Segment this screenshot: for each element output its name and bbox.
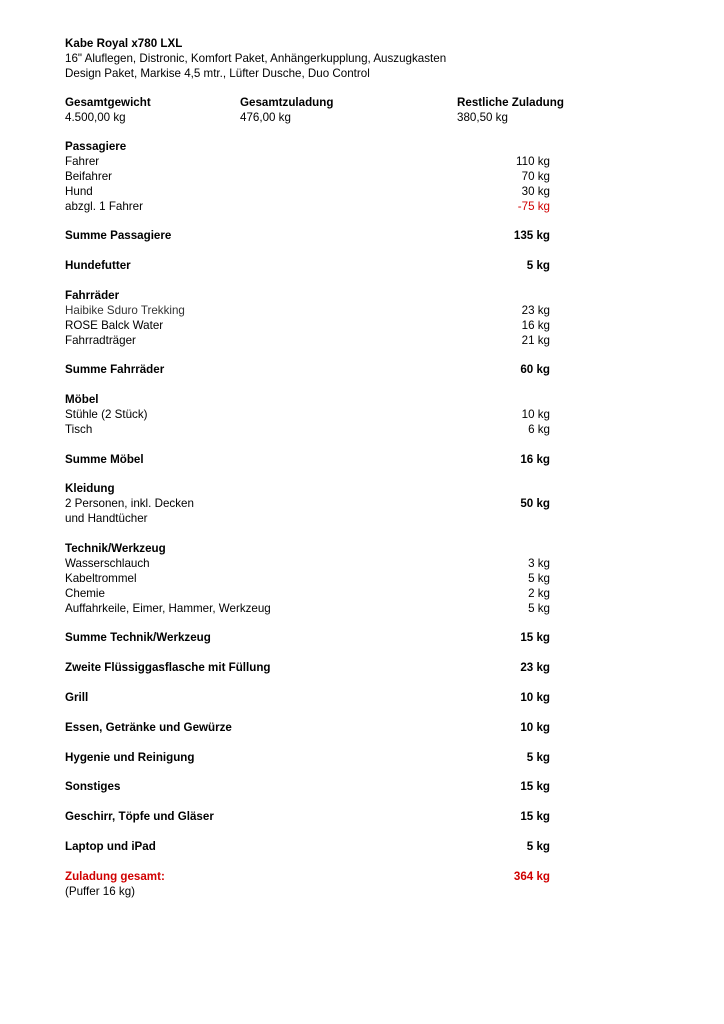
- sum-label: Summe Fahrräder: [65, 363, 165, 377]
- equipment-line-2: Design Paket, Markise 4,5 mtr., Lüfter Dusche, Duo Control: [65, 67, 370, 80]
- item-label: Tisch: [65, 422, 93, 436]
- row-value: 10 kg: [520, 690, 550, 704]
- row-sonstiges: [65, 780, 550, 795]
- item-value: 21 kg: [521, 333, 550, 347]
- row-hundefutter: [65, 259, 550, 274]
- list-item: [65, 319, 550, 334]
- sum-row-technik: [65, 631, 550, 646]
- total-label: Zuladung gesamt:: [65, 869, 165, 883]
- list-item: [65, 572, 550, 587]
- row-value: 5 kg: [526, 259, 550, 273]
- item-label: Wasserschlauch: [65, 556, 150, 570]
- item-label: Hund: [65, 184, 93, 198]
- sum-value: 60 kg: [520, 363, 550, 377]
- row-laptop-ipad: [65, 840, 550, 855]
- row-value: 5 kg: [526, 750, 550, 764]
- item-label: Kabeltrommel: [65, 571, 137, 585]
- item-value: 70 kg: [521, 169, 550, 183]
- item-value: 3 kg: [528, 556, 550, 570]
- list-item: [65, 602, 550, 617]
- row-label: Hygenie und Reinigung: [65, 750, 195, 764]
- list-item: [65, 557, 550, 572]
- item-label: 2 Personen, inkl. Decken: [65, 497, 194, 511]
- list-item-continuation: [65, 512, 550, 527]
- list-item: [65, 185, 550, 200]
- sum-label: Summe Technik/Werkzeug: [65, 631, 211, 645]
- row-label: Geschirr, Töpfe und Gläser: [65, 810, 214, 824]
- item-label: Chemie: [65, 586, 105, 600]
- section-heading-moebel: [65, 393, 550, 408]
- section-heading-label: Passagiere: [65, 140, 127, 153]
- row-value: 10 kg: [520, 720, 550, 734]
- document-title: Kabe Royal x780 LXL: [65, 37, 183, 50]
- section-heading-label: Fahrräder: [65, 288, 120, 302]
- gesamtgewicht-label: Gesamtgewicht: [65, 96, 151, 109]
- item-value: 110 kg: [516, 154, 550, 168]
- list-item: [65, 200, 550, 215]
- list-item: [65, 497, 550, 512]
- row-label: Laptop und iPad: [65, 839, 156, 853]
- gesamtzuladung-value: 476,00 kg: [240, 111, 291, 124]
- item-value: 23 kg: [521, 303, 550, 317]
- item-value: 50 kg: [520, 497, 550, 511]
- section-heading-label: Kleidung: [65, 482, 115, 496]
- row-label: Grill: [65, 690, 89, 704]
- row-value: 15 kg: [520, 780, 550, 794]
- row-hygiene: [65, 751, 550, 766]
- item-value: 10 kg: [521, 408, 550, 422]
- row-fluessiggasflasche: [65, 661, 550, 676]
- item-value-negative: -75 kg: [517, 199, 550, 213]
- section-heading-fahrraeder: [65, 289, 550, 304]
- list-item: [65, 423, 550, 438]
- section-heading-passagiere: [65, 140, 550, 155]
- sum-value: 15 kg: [520, 631, 550, 645]
- item-value: 5 kg: [528, 571, 550, 585]
- sum-value: 16 kg: [520, 452, 550, 466]
- list-item: [65, 408, 550, 423]
- item-label: Auffahrkeile, Eimer, Hammer, Werkzeug: [65, 601, 271, 615]
- sum-row-fahrraeder: [65, 363, 550, 378]
- item-value: 16 kg: [521, 318, 550, 332]
- item-label: Fahrer: [65, 154, 100, 168]
- sum-label: Summe Passagiere: [65, 229, 172, 243]
- buffer-label: (Puffer 16 kg): [65, 884, 136, 898]
- list-item: [65, 334, 550, 349]
- section-heading-label: Möbel: [65, 393, 99, 407]
- buffer-note: [65, 885, 550, 900]
- row-label: Essen, Getränke und Gewürze: [65, 720, 232, 734]
- item-label: und Handtücher: [65, 512, 148, 526]
- item-label: Fahrradträger: [65, 333, 136, 347]
- item-value: 6 kg: [528, 422, 550, 436]
- section-heading-label: Technik/Werkzeug: [65, 542, 166, 556]
- section-heading-technik: [65, 542, 550, 557]
- row-geschirr: [65, 810, 550, 825]
- equipment-line-1: 16" Aluflegen, Distronic, Komfort Paket, Anhängerkupplung, Auszugkasten: [65, 52, 447, 65]
- total-row: [65, 870, 550, 885]
- row-value: 5 kg: [526, 839, 550, 853]
- row-label: Zweite Flüssiggasflasche mit Füllung: [65, 661, 271, 675]
- restliche-zuladung-value: 380,50 kg: [457, 111, 508, 124]
- restliche-zuladung-label: Restliche Zuladung: [457, 96, 564, 109]
- list-item: [65, 170, 550, 185]
- sum-value: 135 kg: [513, 229, 550, 243]
- row-grill: [65, 691, 550, 706]
- item-label: Beifahrer: [65, 169, 113, 183]
- item-value: 2 kg: [528, 586, 550, 600]
- item-label: Stühle (2 Stück): [65, 408, 148, 422]
- item-value: 5 kg: [528, 601, 550, 615]
- list-item: [65, 587, 550, 602]
- load-list: [65, 140, 550, 899]
- list-item: [65, 155, 550, 170]
- gesamtzuladung-label: Gesamtzuladung: [240, 96, 334, 109]
- row-essen-getraenke: [65, 721, 550, 736]
- row-label: Sonstiges: [65, 780, 121, 794]
- total-value: 364 kg: [513, 869, 550, 883]
- sum-row-passagiere: [65, 229, 550, 244]
- item-value: 30 kg: [521, 184, 550, 198]
- row-label: Hundefutter: [65, 259, 131, 273]
- section-heading-kleidung: [65, 482, 550, 497]
- item-label: abzgl. 1 Fahrer: [65, 199, 143, 213]
- row-value: 15 kg: [520, 810, 550, 824]
- item-label: ROSE Balck Water: [65, 318, 164, 332]
- sum-label: Summe Möbel: [65, 452, 144, 466]
- sum-row-moebel: [65, 453, 550, 468]
- list-item: [65, 304, 550, 319]
- row-value: 23 kg: [520, 661, 550, 675]
- item-label: Haibike Sduro Trekking: [65, 303, 185, 317]
- gesamtgewicht-value: 4.500,00 kg: [65, 111, 126, 124]
